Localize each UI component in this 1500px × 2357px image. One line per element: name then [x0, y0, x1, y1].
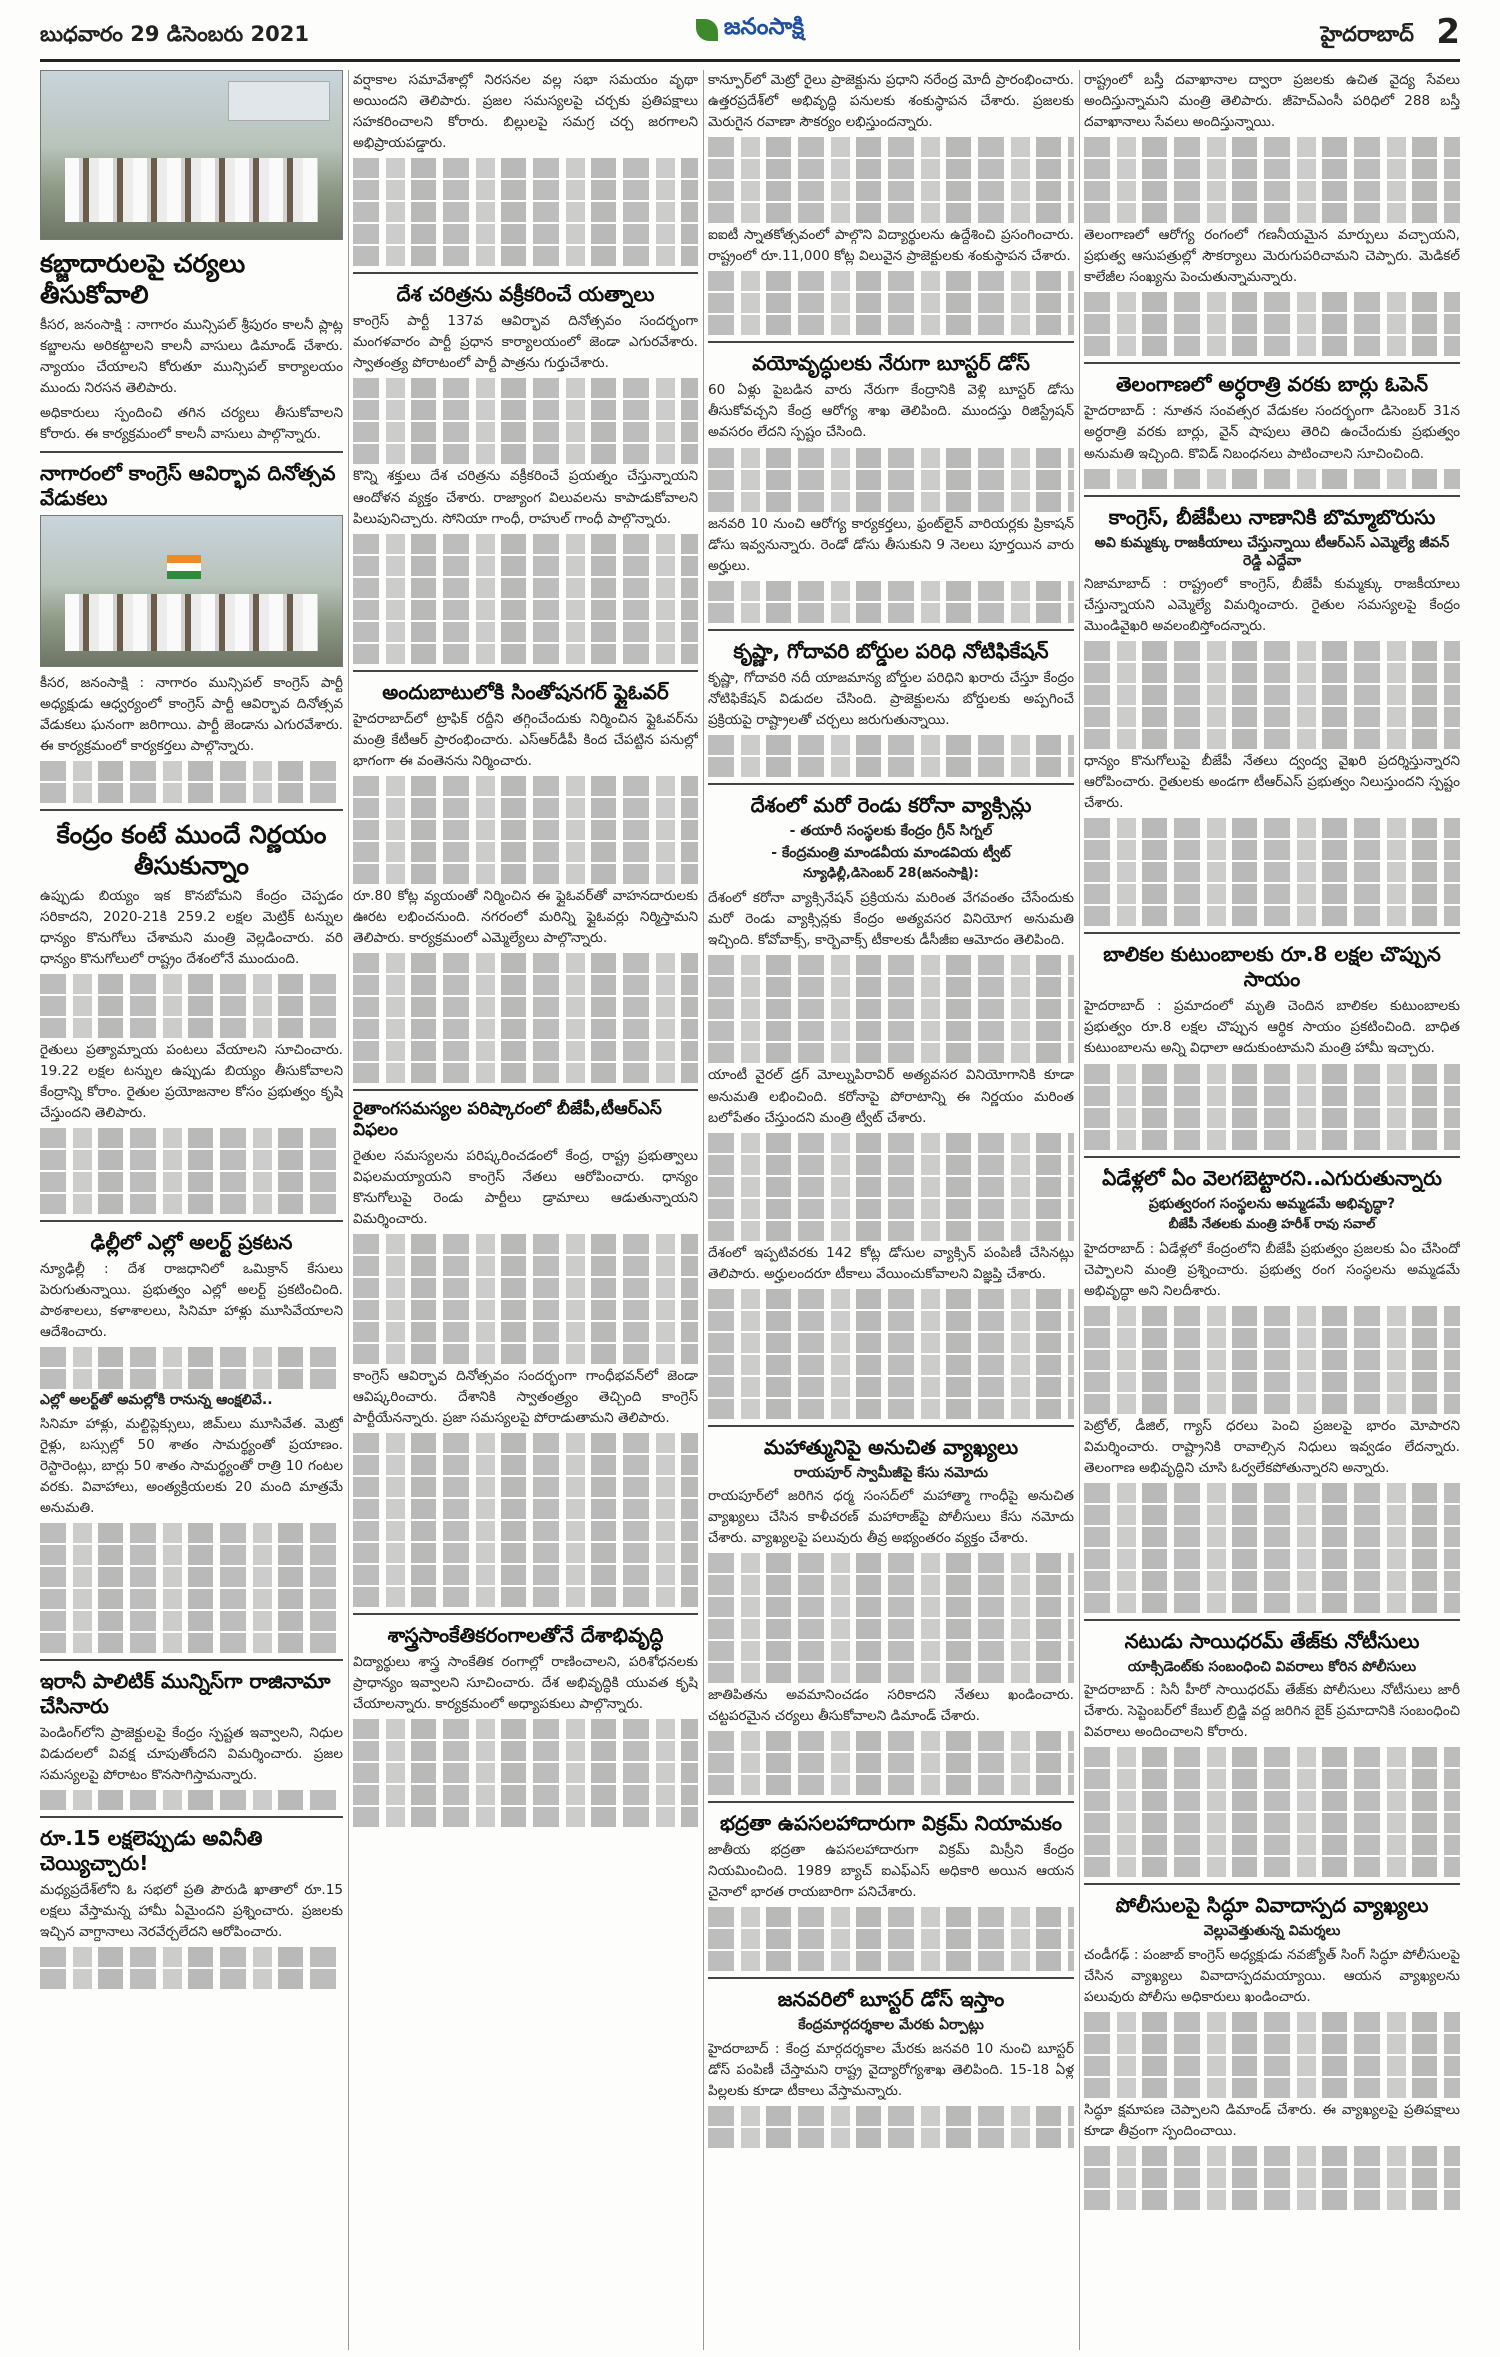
- headline: తెలంగాణలో అర్ధరాత్రి వరకు బార్లు ఓపెన్: [1115, 372, 1429, 397]
- bullet-point: - కేంద్రమంత్రి మాండవీయ మాండవియ ట్వీట్: [771, 845, 1011, 862]
- article-text: ఐఐటీ స్నాతకోత్సవంలో పాల్గొని విద్యార్థులను ఉద్దేశించి ప్రసంగించారు. రాష్ట్రంలో రూ.11,000 కోట్ల విలువైన ప్రాజెక్టులకు శంకుస్థాపన చేశారు.: [708, 227, 1074, 265]
- article-text: మధ్యప్రదేశ్‌లోని ఓ సభలో ప్రతి పౌరుడి ఖాతాలో రూ.15 లక్షలు వేస్తామన్న హామీ ఏమైందని ప్రశ్నించారు. ప్రజలకు ఇచ్చిన వాగ్దానాలు నెరవేర్చలేదని ఆరోపించారు.: [40, 1882, 343, 1941]
- article-sidhu-remarks: [1084, 1893, 1460, 2210]
- article-text: చండీగఢ్ : పంజాబ్ కాంగ్రెస్ అధ్యక్షుడు నవజ్యోత్ సింగ్ సిద్ధూ పోలీసులపై చేసిన వ్యాఖ్యలు వివాదాస్పదమయ్యాయి. ఆయన వ్యాఖ్యలను పలువురు పోలీసు అధికారులు ఖండించారు.: [1084, 1946, 1460, 2005]
- headline: నాగారంలో కాంగ్రెస్ ఆవిర్భావ దినోత్సవ వేడుకలు: [40, 460, 336, 510]
- article-text: సినిమా హాళ్లు, మల్టిప్లెక్సులు, జిమ్‌లు మూసివేత. మెట్రో రైళ్లు, బస్సుల్లో 50 శాతం సామర్థ్యంతో ప్రయాణం. రెస్టారెంట్లు, బార్లు 50 శాతం సామర్థ్యంతో రాత్రి 10 గంటల వరకు. వివాహాలు, అంత్యక్రియలకు 20 మంది మాత్రమే అనుమతి.: [40, 1415, 343, 1516]
- article-text: న్యూఢిల్లీ : దేశ రాజధానిలో ఒమిక్రాన్ కేసులు పెరుగుతున్నాయి. ప్రభుత్వం ఎల్లో అలర్ట్ ప్రకటించింది. పాఠశాలలు, కళాశాలలు, సినిమా హాళ్లు మూసివేయాలని ఆదేశించారు.: [40, 1261, 343, 1341]
- article-text: జాతిపితను అవమానించడం సరికాదని నేతలు ఖండించారు. చట్టపరమైన చర్యలు తీసుకోవాలని డిమాండ్ చేశారు.: [708, 1687, 1074, 1725]
- article-15-lakh-promise: [40, 1826, 343, 1989]
- article-text: పెండింగ్‌లోని ప్రాజెక్టులపై కేంద్రం స్పష్టత ఇవ్వాలని, నిధుల విడుదలలో వివక్ష చూపుతోందని విమర్శించారు. ప్రజల సమస్యలపై పోరాటం కొనసాగిస్తామన్నారు.: [40, 1724, 343, 1783]
- headline: అందుబాటులోకి సింతోషనగర్ ఫ్లైఓవర్: [382, 679, 669, 704]
- headline: ఇరానీ పాలిటిక్ మున్నిస్‌గా రాజినామా చేసినారు: [40, 1668, 331, 1718]
- article-text: కీసర, జనంసాక్షి : నాగారం మున్సిపల్ కాంగ్రెస్ పార్టీ అధ్యక్షుడు ఆధ్వర్యంలో కాంగ్రెస్ పార్టీ ఆవిర్భావ దినోత్సవ వేడుకలు ఘనంగా జరిగాయి. పార్టీ జెండాను ఎగురవేశారు. ఈ కార్యక్రమంలో కార్యకర్తలు పాల్గొన్నారు.: [40, 674, 343, 755]
- article-text: హైదరాబాద్ : ప్రమాదంలో మృతి చెందిన బాలికల కుటుంబాలకు ప్రభుత్వం రూ.8 లక్షల చొప్పున ఆర్థిక సాయం ప్రకటించింది. బాధిత కుటుంబాలను అన్ని విధాలా ఆదుకుంటామని మంత్రి హామీ ఇచ్చారు.: [1084, 998, 1460, 1057]
- headline: రూ.15 లక్షలెప్పుడు అవినీతి చెయ్యిచ్చారు!: [40, 1826, 263, 1876]
- dateline: న్యూఢిల్లీ,డిసెంబర్ 28(జనంసాక్షి):: [803, 866, 979, 882]
- article-booster-elderly: [708, 351, 1074, 622]
- article-basti-dawakhana: [1084, 70, 1460, 356]
- headline: పోలీసులపై సిద్ధూ వివాదాస్పద వ్యాఖ్యలు: [1115, 1893, 1429, 1918]
- article-text: జనవరి 10 నుంచి ఆరోగ్య కార్యకర్తలు, ఫ్రంట్‌లైన్ వారియర్లకు ప్రికాషన్ డోసు ఇవ్వనున్నారు. రెండో డోసు తీసుకుని 9 నెలలు పూర్తయిన వారు అర్హులు.: [708, 515, 1074, 574]
- article-metro-launch: [708, 70, 1074, 335]
- article-january-booster: [708, 1987, 1074, 2147]
- subheading: ప్రభుత్వరంగ సంస్థలను అమ్మడమే అభివృద్ధా?: [1148, 1195, 1396, 1212]
- article-text: యాంటీ వైరల్ డ్రగ్ మోల్నుపిరావిర్ అత్యవసర వినియోగానికి కూడా అనుమతి లభించింది. కరోనాపై పోరాటాన్ని ఈ నిర్ణయం మరింత బలోపేతం చేస్తుందని మంత్రి ట్వీట్ చేశారు.: [708, 1067, 1074, 1126]
- article-text: రూ.80 కోట్ల వ్యయంతో నిర్మించిన ఈ ఫ్లైఓవర్‌తో వాహనదారులకు ఊరట లభించనుంది. నగరంలో మరిన్ని ఫ్లైఓవర్లు నిర్మిస్తామని తెలిపారు. కార్యక్రమంలో ఎమ్మెల్యేలు పాల్గొన్నారు.: [353, 887, 698, 946]
- column-1: [40, 70, 343, 2350]
- article-text: కీసర, జనంసాక్షి : నాగారం మున్సిపల్ శ్రీపురం కాలనీ ప్లాట్ల కబ్జాలను అరికట్టాలని కాలనీ వాసులు డిమాండ్ చేశారు. న్యాయం చేయాలని కోరుతూ మున్సిపల్ కార్యాలయం ముందు నిరసన తెలిపారు.: [40, 316, 343, 396]
- article-resignation: [40, 1669, 343, 1810]
- headline: జనవరిలో బూస్టర్ డోస్ ఇస్తాం: [777, 1987, 1005, 2012]
- subheading: ఎల్లో అలర్ట్‌తో అమల్లోకి రానున్న ఆంక్షలివే..: [40, 1392, 273, 1409]
- headline: రైతాంగసమస్యల పరిష్కారంలో బీజేపీ,టీఆర్ఎస్ విఫలం: [353, 1099, 662, 1141]
- article-harish-rao-challenge: [1084, 1166, 1460, 1614]
- leaf-icon: [696, 19, 718, 41]
- headline: మహాత్మునిపై అనుచిత వ్యాఖ్యలు: [763, 1434, 1019, 1459]
- article-text: అధికారులు స్పందించి తగిన చర్యలు తీసుకోవాలని కోరారు. ఈ కార్యక్రమంలో కాలనీ వాసులు పాల్గొన్నారు.: [40, 404, 343, 442]
- article-text: దేశంలో కరోనా వ్యాక్సినేషన్ ప్రక్రియను మరింత వేగవంతం చేసేందుకు మరో రెండు వ్యాక్సిన్లకు కేంద్రం అత్యవసర వినియోగ అనుమతి ఇచ్చింది. కోవోవాక్స్, కార్బెవాక్స్ టీకాలకు డీసీజీఐ ఆమోదం తెలిపింది.: [708, 890, 1074, 949]
- article-text: సిద్ధూ క్షమాపణ చెప్పాలని డిమాండ్ చేశారు. ఈ వ్యాఖ్యలపై ప్రతిపక్షాలు కూడా తీవ్రంగా స్పందించాయి.: [1084, 2101, 1460, 2139]
- subheading: రాయపూర్ స్వామీజీపై కేసు నమోదు: [793, 1464, 989, 1481]
- article-text: నిజామాబాద్ : రాష్ట్రంలో కాంగ్రెస్, బీజేపీ కుమ్మక్కు రాజకీయాలు చేస్తున్నాయని ఎమ్మెల్యే విమర్శించారు. రైతుల సమస్యలపై కేంద్రం మొండివైఖరి అవలంబిస్తోందన్నారు.: [1084, 575, 1460, 635]
- page-number: 2: [1436, 12, 1460, 52]
- article-text: రాయపూర్‌లో జరిగిన ధర్మ సంసద్‌లో మహాత్మా గాంధీపై అనుచిత వ్యాఖ్యలు చేసిన కాళీచరణ్ మహారాజ్‌పై పోలీసులు కేసు నమోదు చేశారు. వ్యాఖ్యలపై పలువురు తీవ్ర అభ్యంతరం వ్యక్తం చేశారు.: [708, 1487, 1074, 1547]
- article-text: రైతులు ప్రత్యామ్నాయ పంటలు వేయాలని సూచించారు. 19.22 లక్షల టన్నుల ఉప్పుడు బియ్యం తీసుకోవాలని కేంద్రాన్ని కోరాం. రైతుల ప్రయోజనాల కోసం ప్రభుత్వం కృషి చేస్తుందని తెలిపారు.: [40, 1041, 343, 1122]
- article-text: కొన్ని శక్తులు దేశ చరిత్రను వక్రీకరించే ప్రయత్నం చేస్తున్నాయని ఆందోళన వ్యక్తం చేశారు. రాజ్యాంగ విలువలను కాపాడుకోవాలని పిలుపునిచ్చారు. సోనియా గాంధీ, రాహుల్ గాంధీ పాల్గొన్నారు.: [353, 468, 698, 527]
- headline: శాస్త్రసాంకేతికరంగాలతోనే దేశాభివృద్ధి: [387, 1622, 664, 1647]
- article-nsa-appointment: [708, 1811, 1074, 1971]
- article-text: హైదరాబాద్ : ఏడేళ్లలో కేంద్రంలోని బీజేపీ ప్రభుత్వం ప్రజలకు ఏం చేసిందో చెప్పాలని మంత్రి ప్రశ్నించారు. ప్రభుత్వ రంగ సంస్థలను అమ్మడమే అభివృద్ధా అని నిలదీశారు.: [1084, 1240, 1460, 1299]
- article-delhi-yellow-alert: [40, 1230, 343, 1653]
- article-bars-open: [1084, 372, 1460, 488]
- article-text: రైతుల సమస్యలను పరిష్కరించడంలో కేంద్ర, రాష్ట్ర ప్రభుత్వాలు విఫలమయ్యాయని కాంగ్రెస్ నేతలు ఆరోపించారు. ధాన్యం కొనుగోలుపై రెండు పార్టీలు డ్రామాలు ఆడుతున్నాయని విమర్శించారు.: [353, 1147, 698, 1227]
- article-gandhi-remarks: [708, 1435, 1074, 1796]
- article-history-distortion: [353, 282, 698, 663]
- headline: కృష్ణా, గోదావరి బోర్డుల పరిధి నోటిఫికేషన్: [733, 638, 1049, 663]
- article-text: తెలంగాణలో ఆరోగ్య రంగంలో గణనీయమైన మార్పులు వచ్చాయని, ప్రభుత్వ ఆసుపత్రుల్లో సౌకర్యాలు మెరుగుపరిచామని చెప్పారు. మెడికల్ కాలేజీల సంఖ్యను పెంచుతున్నామన్నారు.: [1084, 227, 1460, 286]
- article-continued: [353, 70, 698, 266]
- article-text: ఉప్పుడు బియ్యం ఇక కొనబోమని కేంద్రం చెప్పడం సరికాదని, 2020-21కి 259.2 లక్షల మెట్రిక్ టన్నుల ధాన్యం కొనుగోలు చేశామని మంత్రి వెల్లడించారు. వరి ధాన్యం కొనుగోలులో రాష్ట్రం దేశంలోనే ముందుంది.: [40, 887, 343, 967]
- article-encroachment: [40, 248, 343, 445]
- article-sai-dharam-tej-notice: [1084, 1629, 1460, 1877]
- headline: కేంద్రం కంటే ముందే నిర్ణయం తీసుకున్నాం: [56, 820, 327, 881]
- article-text: ధాన్యం కొనుగోలుపై బీజేపీ నేతలు ద్వంద్వ వైఖరి ప్రదర్శిస్తున్నారని ఆరోపించారు. రైతులకు అండగా టీఆర్ఎస్ ప్రభుత్వం నిలుస్తుందని స్పష్టం చేశారు.: [1084, 753, 1460, 812]
- article-text: విద్యార్థులు శాస్త్ర సాంకేతిక రంగాల్లో రాణించాలని, పరిశోధనలకు ప్రాధాన్యం ఇవ్వాలని సూచించారు. దేశ అభివృద్ధికి యువత కృషి చేయాలన్నారు. కార్యక్రమంలో అధ్యాపకులు పాల్గొన్నారు.: [353, 1653, 698, 1713]
- column-rule: [1079, 70, 1080, 2350]
- article-text: జాతీయ భద్రతా ఉపసలహాదారుగా విక్రమ్ మిస్రీని కేంద్రం నియమించింది. 1989 బ్యాచ్ ఐఎఫ్ఎస్ అధికారి అయిన ఆయన చైనాలో భారత రాయబారిగా పనిచేశారు.: [708, 1842, 1074, 1901]
- article-new-vaccines: [708, 793, 1074, 1419]
- article-girls-compensation: [1084, 942, 1460, 1149]
- article-river-boards: [708, 639, 1074, 777]
- headline: బాలికల కుటుంబాలకు రూ.8 లక్షల చొప్పున సాయం: [1103, 942, 1441, 992]
- article-text: కృష్ణా, గోదావరి నదీ యాజమాన్య బోర్డుల పరిధిని ఖరారు చేస్తూ కేంద్రం నోటిఫికేషన్ విడుదల చేసింది. ప్రాజెక్టులను బోర్డులకు అప్పగించే ప్రక్రియపై రాష్ట్రాలతో చర్చలు జరుగుతున్నాయి.: [708, 669, 1074, 728]
- bullet-point: - తయారీ సంస్థలకు కేంద్రం గ్రీన్ సిగ్నల్: [789, 822, 993, 839]
- news-photo-protest: [40, 70, 343, 240]
- column-rule: [703, 70, 704, 2350]
- article-text: హైదరాబాద్‌లో ట్రాఫిక్ రద్దీని తగ్గించేందుకు నిర్మించిన ఫ్లైఓవర్‌ను మంత్రి కేటీఆర్ ప్రారంభించారు. ఎస్ఆర్‌డీపీ కింద చేపట్టిన పనుల్లో భాగంగా ఈ వంతెనను నిర్మించారు.: [353, 710, 698, 769]
- masthead: [40, 12, 1460, 62]
- article-congress-foundation-day: [40, 461, 343, 511]
- headline: ఏడేళ్లలో ఏం వెలగబెట్టారని..ఎగురుతున్నారు: [1102, 1165, 1442, 1190]
- news-photo-flag-hoisting: [40, 515, 343, 667]
- column-3: [708, 70, 1074, 2350]
- column-2: [353, 70, 698, 2350]
- headline: దేశ చరిత్రను వక్రీకరించే యత్నాలు: [396, 282, 655, 307]
- article-text: పెట్రోల్, డీజిల్, గ్యాస్ ధరలు పెంచి ప్రజలపై భారం మోపారని విమర్శించారు. రాష్ట్రానికి రావాల్సిన నిధులు ఇవ్వడం లేదన్నారు. తెలంగాణ అభివృద్ధిని చూసి ఓర్వలేకపోతున్నారని అన్నారు.: [1084, 1417, 1460, 1476]
- article-text: హైదరాబాద్ : కేంద్ర మార్గదర్శకాల మేరకు జనవరి 10 నుంచి బూస్టర్ డోస్ పంపిణీ చేస్తామని రాష్ట్ర వైద్యారోగ్యశాఖ తెలిపింది. 15-18 ఏళ్ల పిల్లలకు కూడా టీకాలు వేస్తామన్నారు.: [708, 2040, 1074, 2099]
- subheading: కేంద్రమార్గదర్శకాల మేరకు ఏర్పాట్లు: [798, 2017, 984, 2034]
- issue-date: బుధవారం 29 డిసెంబరు 2021: [40, 22, 309, 46]
- edition-city: హైదరాబాద్: [1320, 22, 1414, 46]
- article-congress-bjp: [1084, 505, 1460, 927]
- subheading: యాక్సిడెంట్‌కు సంబంధించి వివరాలు కోరిన పోలీసులు: [1127, 1659, 1417, 1676]
- headline: కబ్జాదారులపై చర్యలు తీసుకోవాలి: [40, 249, 246, 310]
- headline: దేశంలో మరో రెండు కరోనా వ్యాక్సిన్లు: [750, 792, 1032, 817]
- subheading: అవి కుమ్మక్కు రాజకీయాలు చేస్తున్నాయి టీఆర్ఎస్ ఎమ్మెల్యే జీవన్ రెడ్డి ఎద్దేవా: [1094, 534, 1450, 569]
- article-farmer-issues: [353, 1099, 698, 1607]
- article-text: హైదరాబాద్ : సినీ హీరో సాయిధరమ్ తేజ్‌కు పోలీసులు నోటీసులు జారీ చేశారు. సెప్టెంబర్‌లో కేబుల్ బ్రిడ్జి వద్ద జరిగిన బైక్ ప్రమాదానికి సంబంధించి వివరాలు అందించాలని కోరారు.: [1084, 1682, 1460, 1741]
- newspaper-logo: [664, 14, 836, 54]
- article-text: కాంగ్రెస్ పార్టీ 137వ ఆవిర్భావ దినోత్సవం సందర్భంగా మంగళవారం పార్టీ ప్రధాన కార్యాలయంలో జెండా ఎగురవేశారు. స్వాతంత్ర్య పోరాటంలో పార్టీ పాత్రను గుర్తుచేశారు.: [353, 313, 698, 372]
- column-4: [1084, 70, 1460, 2350]
- article-text: వర్షాకాల సమావేశాల్లో నిరసనల వల్ల సభా సమయం వృథా అయిందని తెలిపారు. ప్రజల సమస్యలపై చర్చకు ప్రతిపక్షాలు సహకరించాలని కోరారు. బిల్లులపై సమగ్ర చర్చ జరగాలని అభిప్రాయపడ్డారు.: [353, 72, 698, 152]
- headline: ఢిల్లీలో ఎల్లో అలర్ట్ ప్రకటన: [90, 1230, 293, 1255]
- byline: బీజేపీ నేతలకు మంత్రి హరీశ్ రావు సవాల్: [1168, 1216, 1376, 1232]
- article-text: రాష్ట్రంలో బస్తీ దవాఖానాల ద్వారా ప్రజలకు ఉచిత వైద్య సేవలు అందిస్తున్నామని మంత్రి తెలిపారు. జీహెచ్ఎంసీ పరిధిలో 288 బస్తీ దవాఖానాలు సేవలు అందిస్తున్నాయి.: [1084, 72, 1460, 131]
- article-text: దేశంలో ఇప్పటివరకు 142 కోట్ల డోసుల వ్యాక్సిన్ పంపిణీ చేసినట్లు తెలిపారు. అర్హులందరూ టీకాలు వేయించుకోవాలని విజ్ఞప్తి చేశారు.: [708, 1244, 1074, 1282]
- article-text: 60 ఏళ్లు పైబడిన వారు నేరుగా కేంద్రానికి వెళ్లి బూస్టర్ డోసు తీసుకోవచ్చని కేంద్ర ఆరోగ్య శాఖ తెలిపింది. ముందస్తు రిజిస్ట్రేషన్ అవసరం లేదని స్పష్టం చేసింది.: [708, 382, 1074, 441]
- subheading: వెల్లువెత్తుతున్న విమర్శలు: [1203, 1923, 1341, 1940]
- column-rule: [348, 70, 349, 2350]
- headline: నటుడు సాయిధరమ్ తేజ్‌కు నోటీసులు: [1124, 1629, 1420, 1654]
- article-flyover-opening: [353, 680, 698, 1083]
- headline: వయోవృద్ధులకు నేరుగా బూస్టర్ డోస్: [752, 351, 1030, 376]
- article-science-development: [353, 1623, 698, 1827]
- article-paddy-procurement: [40, 819, 343, 1214]
- article-text: కాన్పూర్‌లో మెట్రో రైలు ప్రాజెక్టును ప్రధాని నరేంద్ర మోదీ ప్రారంభించారు. ఉత్తరప్రదేశ్‌లో అభివృద్ధి పనులకు శంకుస్థాపన చేశారు. ప్రజలకు మెరుగైన రవాణా సౌకర్యం లభిస్తుందన్నారు.: [708, 72, 1074, 131]
- article-text: కాంగ్రెస్ ఆవిర్భావ దినోత్సవం సందర్భంగా గాంధీభవన్‌లో జెండా ఆవిష్కరించారు. దేశానికి స్వాతంత్ర్యం తెచ్చింది కాంగ్రెస్ పార్టీయేనన్నారు. ప్రజా సమస్యలపై పోరాడుతామని తెలిపారు.: [353, 1367, 698, 1426]
- article-text: హైదరాబాద్ : నూతన సంవత్సర వేడుకల సందర్భంగా డిసెంబర్ 31న అర్ధరాత్రి వరకు బార్లు, వైన్ షాపులు తెరిచి ఉంచేందుకు ప్రభుత్వం అనుమతి ఇచ్చింది. కొవిడ్ నిబంధనలు పాటించాలని సూచించింది.: [1084, 403, 1460, 462]
- headline: కాంగ్రెస్, బీజేపీలు నాణానికి బొమ్మాబొరుసు: [1108, 504, 1436, 529]
- logo-text: జనంసాక్షి: [723, 14, 805, 40]
- headline: భద్రతా ఉపసలహాదారుగా విక్రమ్ నియామకం: [719, 1811, 1063, 1836]
